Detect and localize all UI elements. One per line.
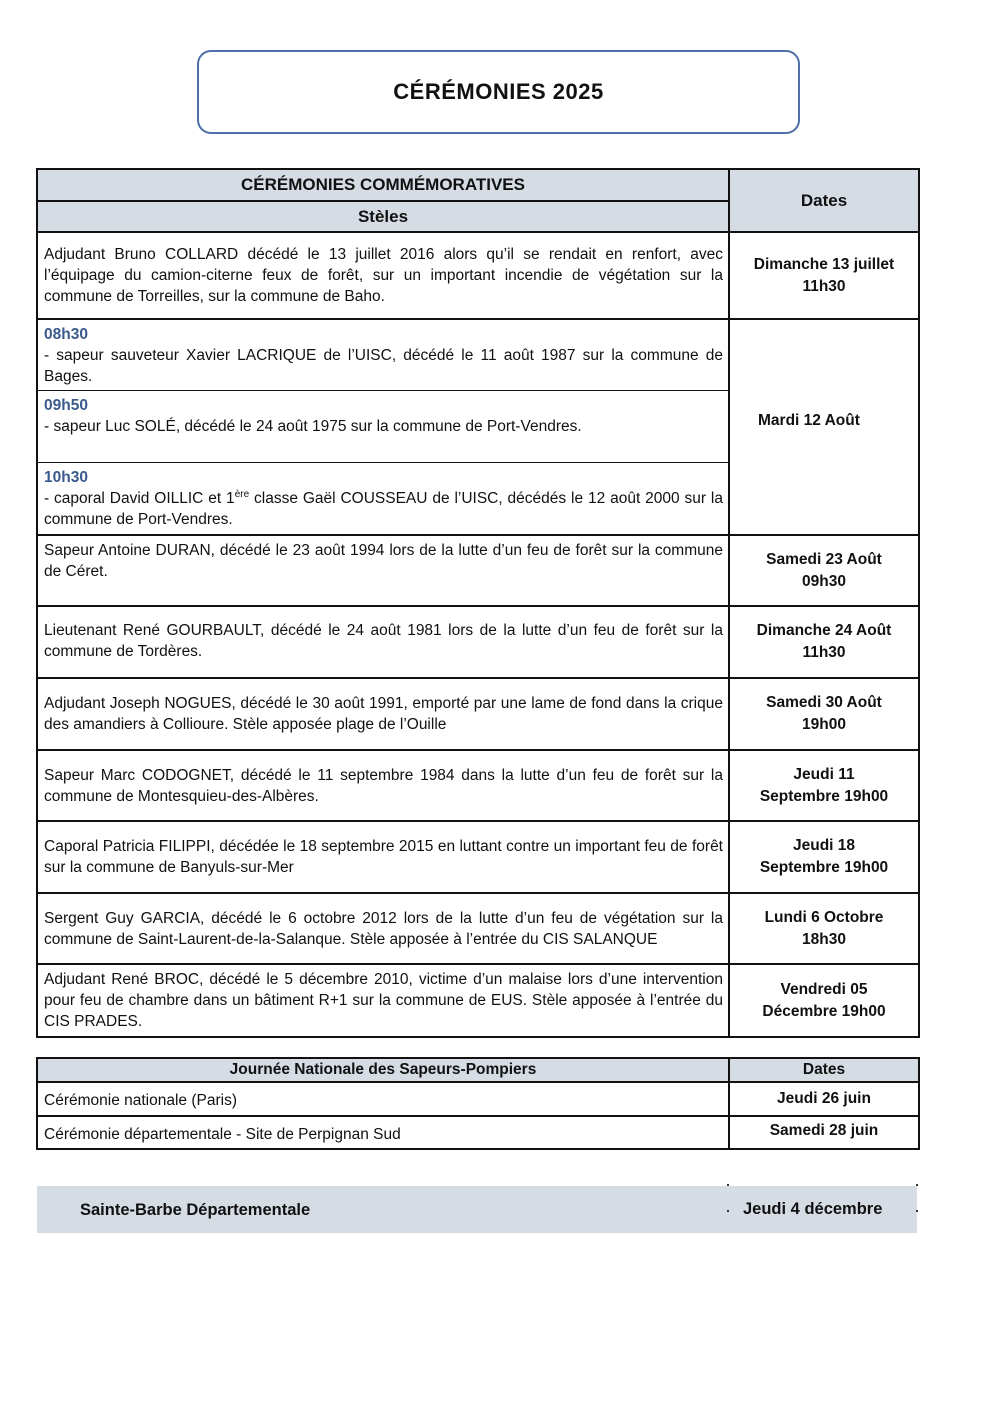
divider-dot [727,1210,729,1212]
dates-header: Dates [729,169,919,232]
group-item-text: - sapeur sauveteur Xavier LACRIQUE de l’UISC, décédé le 11 août 1987 sur la commune de Bages. [44,347,723,385]
row-description: Sapeur Marc CODOGNET, décédé le 11 septembre 1984 dans la lutte d’un feu de forêt sur la commune de Montesquieu-des-Albères. [37,750,729,821]
row-description: Sergent Guy GARCIA, décédé le 6 octobre 2012 lors de la lutte d’un feu de végétation sur la commune de Saint-Laurent-de-la-Salanque. Stèle apposée à l’entrée du CIS SALANQUE [37,893,729,964]
row-description: Adjudant Joseph NOGUES, décédé le 30 août 1991, emporté par une lame de fond dans la crique des amandiers à Collioure. Stèle apposée plage de l’Ouille [37,678,729,750]
table-row [37,1082,919,1116]
row-date-time: 11h30 [802,277,846,295]
table-row [37,606,919,678]
table-row-group [37,319,919,535]
table-row [37,821,919,893]
row-date-time: 19h00 [802,716,846,733]
group-item-text-b: classe Gaël COUSSEAU de l’UISC, décédés le 12 août 2000 sur la commune de Port-Vendres. [44,490,723,528]
row-date-day: Vendredi 05 [780,980,868,998]
table-row [37,678,919,750]
group-cell [37,319,729,535]
table-row [37,964,919,1037]
journee-row-date: Samedi 28 juin [729,1116,919,1149]
group-item-text-a: - caporal David OILLIC et 1 [44,490,235,507]
row-date-time: Septembre 19h00 [759,859,889,876]
journee-header: Journée Nationale des Sapeurs-Pompiers [37,1058,729,1082]
group-item-text: - sapeur Luc SOLÉ, décédé le 24 août 1975 sur la commune de Port-Vendres. [44,418,582,435]
row-date [729,964,919,1037]
table-row [37,535,919,606]
group-item [38,320,728,391]
row-date-time: 09h30 [802,572,846,590]
table-header: CÉRÉMONIES COMMÉMORATIVES [37,169,729,201]
table-row [37,750,919,821]
table-row [37,232,919,319]
row-date-day: Samedi 30 Août [766,694,882,711]
row-date [729,678,919,750]
page-title: CÉRÉMONIES 2025 [393,79,604,104]
divider-dot [916,1210,918,1212]
row-date-time: Septembre 19h00 [759,787,889,805]
journee-row-label: Cérémonie nationale (Paris) [37,1082,729,1116]
row-date-day: Jeudi 11 [793,765,855,783]
row-description: Adjudant Bruno COLLARD décédé le 13 juillet 2016 alors qu’il se rendait en renfort, avec l’équipage du camion-citerne feux de forêt, sur un important incendie de végétation sur la commune de Torreilles, sur la commune de Baho. [37,232,729,319]
row-description: Adjudant René BROC, décédé le 5 décembre 2010, victime d’un malaise lors d’une intervention pour feu de chambre dans un bâtiment R+1 sur la commune de EUS. Stèle apposée à l’entrée du CIS PRADES. [37,964,729,1037]
table-row [37,893,919,964]
journee-dates-header: Dates [729,1058,919,1082]
row-date [729,750,919,821]
divider-dot [916,1184,918,1186]
row-date [729,535,919,606]
divider-dot [727,1184,729,1186]
row-date-day: Samedi 23 Août [766,550,882,568]
group-date: Mardi 12 Août [729,319,919,535]
commemorative-table [36,168,920,1038]
row-date-day: Dimanche 24 Août [756,622,892,639]
journee-nationale-table [36,1057,920,1150]
row-date-time: Décembre 19h00 [762,1002,886,1020]
group-item-text-sup: ère [234,488,250,500]
row-date [729,232,919,319]
row-description: Lieutenant René GOURBAULT, décédé le 24 août 1981 lors de la lutte d’un feu de forêt sur la commune de Tordères. [37,606,729,678]
row-date-day: Dimanche 13 juillet [753,255,895,273]
table-row [37,1116,919,1149]
row-date-day: Lundi 6 Octobre [764,908,884,926]
row-description: Sapeur Antoine DURAN, décédé le 23 août 1994 lors de la lutte d’un feu de forêt sur la commune de Céret. [37,535,729,606]
row-date [729,893,919,964]
row-date-time: 18h30 [802,930,846,948]
group-item-time: 10h30 [44,469,88,486]
group-item-time: 08h30 [44,326,88,343]
row-date-time: 11h30 [802,644,846,661]
row-date [729,606,919,678]
row-date [729,821,919,893]
group-item [38,463,728,534]
group-item-time: 09h50 [44,397,88,414]
journee-row-label: Cérémonie départementale - Site de Perpignan Sud [37,1116,729,1149]
table-subheader: Stèles [37,201,729,232]
group-item [38,391,728,463]
title-box [197,50,800,134]
row-description: Caporal Patricia FILIPPI, décédée le 18 septembre 2015 en luttant contre un important feu de forêt sur la commune de Banyuls-sur-Mer [37,821,729,893]
sainte-barbe-date: Jeudi 4 décembre [743,1200,883,1218]
journee-row-date: Jeudi 26 juin [729,1082,919,1116]
sainte-barbe-label: Sainte-Barbe Départementale [80,1201,311,1219]
row-date-day: Jeudi 18 [792,837,856,854]
